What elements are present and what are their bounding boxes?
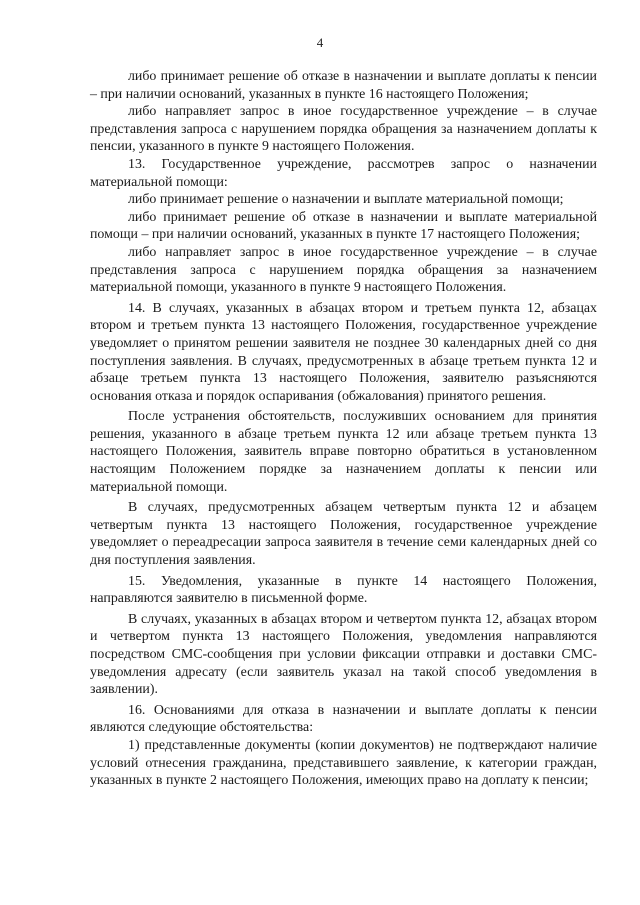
paragraph: либо принимает решение об отказе в назначении и выплате материальной помощи – при наличии оснований, указанных в пункте 17 настоящего Положения; — [90, 209, 597, 243]
paragraph: либо принимает решение о назначении и выплате материальной помощи; — [128, 192, 564, 208]
paragraph: либо принимает решение об отказе в назначении и выплате доплаты к пенсии – при наличии оснований, указанных в пункте 16 настоящего Положения; — [90, 69, 597, 102]
paragraph: 13. Государственное учреждение, рассмотрев запрос о назначении материальной помощи: — [90, 156, 597, 190]
document-body — [90, 68, 597, 790]
paragraph: 14. В случаях, указанных в абзацах втором и третьем пункта 12, абзацах втором и третьем пункта 13 настоящего Положения, государственное учреждение уведомляет о принятом решении заявителя не позднее 30 календарных дней со дня поступления заявления. В случаях, предусмотренных в абзаце третьем пункта 12 и абзаце третьем пункта 13 настоящего Положения, заявителю разъясняются основания отказа и порядок оспаривания (обжалования) принятого решения. — [90, 300, 597, 404]
paragraph: 16. Основаниями для отказа в назначении и выплате доплаты к пенсии являются следующие обстоятельства: — [90, 702, 597, 736]
paragraph: В случаях, предусмотренных абзацем четвертым пункта 12 и абзацем четвертым пункта 13 настоящего Положения, государственное учреждение уведомляет о переадресации запроса заявителя в течение семи календарных дней со дня поступления заявления. — [90, 500, 597, 569]
paragraph: 15. Уведомления, указанные в пункте 14 настоящего Положения, направляются заявителю в письменной форме. — [90, 573, 597, 607]
paragraph: либо направляет запрос в иное государственное учреждение – в случае представления запроса с нарушением порядка обращения за назначением доплаты к пенсии, указанного в пункте 9 настоящего Положения. — [90, 104, 597, 155]
page-number: 4 — [316, 35, 324, 50]
paragraph: 1) представленные документы (копии документов) не подтверждают наличие условий отнесения гражданина, представившего заявление, к категории граждан, указанных в пункте 2 настоящего Положения, имеющих право на доплату к пенсии; — [90, 737, 597, 789]
paragraph: В случаях, указанных в абзацах втором и четвертом пункта 12, абзацах втором и четвертом пункта 13 настоящего Положения, уведомления направляются посредством СМС-сообщения при условии фиксации отправки и доставки СМС-уведомления адресату (если заявитель указал на такой способ уведомления в заявлении). — [90, 611, 597, 698]
paragraph: После устранения обстоятельств, послуживших основанием для принятия решения, указанного в абзаце третьем пункта 12 или абзаце третьем пункта 13 настоящего Положения, заявитель вправе повторно обратиться в установленном настоящим Положением порядке за назначением доплаты к пенсии или материальной помощи. — [90, 409, 597, 495]
paragraph: либо направляет запрос в иное государственное учреждение – в случае представления запроса с нарушением порядка обращения за назначением материальной помощи, указанного в пункте 9 настоящего Положения. — [90, 244, 597, 296]
